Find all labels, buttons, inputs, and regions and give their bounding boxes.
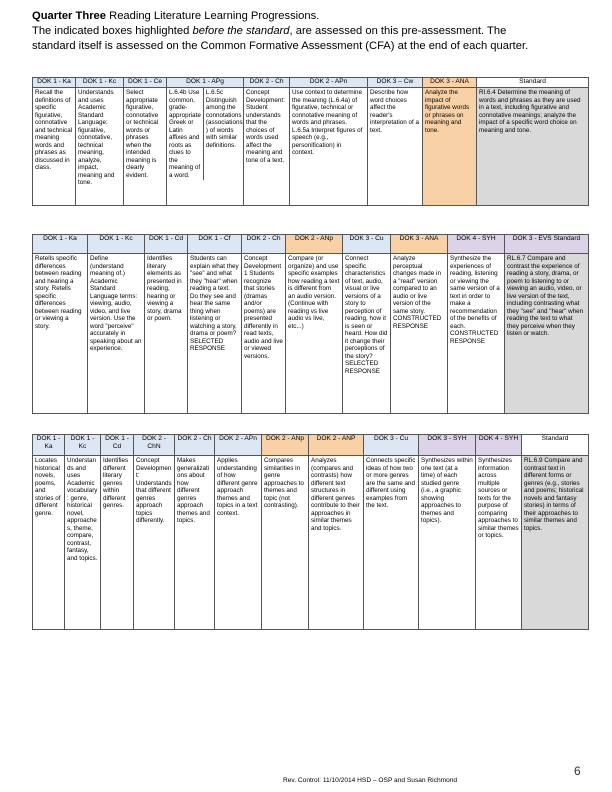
quarter-label: Quarter Three	[32, 10, 106, 22]
header-title: Reading Literature Learning Progressions.	[106, 10, 320, 22]
table-cell: Select appropriate figurative, connotative or technical words or phrases when the intended meaning is clearly evident.	[124, 88, 167, 206]
table-cell: L.6.5c Distinguish among the connotations (associations) of words with similar definitions.	[205, 89, 243, 149]
table-header-row	[33, 435, 589, 456]
header-cell: DOK 2 - ChN	[134, 435, 175, 456]
table-header-row	[33, 78, 589, 88]
table-cell: L.6.4b Use common, grade-appropriate Greek or Latin affixes and roots as clues to the meaning of a word.	[167, 88, 204, 180]
table-cell: Describe how word choices affect the reader's interpretation of a text.	[368, 88, 423, 206]
table-cell: Use context to determine the meaning (L.6.4a) of figurative, technical or connotative meaning of words and phrases. L.6.5a Interpret figures of speech (e.g., personification) in context.	[290, 88, 368, 206]
table-row	[33, 254, 589, 414]
table-cell: Makes generalizations about how different genres approach themes and topics.	[175, 456, 215, 630]
header-cell: DOK 4 - SYH	[476, 435, 522, 456]
table-cell: Applies understanding of how different genre approach themes and topics in a text context.	[215, 456, 262, 630]
table-cell: Analyzes (compares and contrasts) how different text structures in different genres contribute to their approaches in similar themes and topics.	[309, 456, 364, 630]
table-row	[33, 88, 589, 206]
table-cell: Retells specific differences between reading and hearing a story. Retells specific differences between reading or viewing a story.	[33, 254, 88, 414]
header-cell: DOK 1 - Cf	[188, 235, 242, 254]
header-cell: DOK 1 - APg	[167, 78, 244, 88]
header-cell: DOK 3 – Cw	[368, 78, 423, 88]
table-cell: Compare (or organize) and use specific examples how reading a text is different from an audio version. (Continue with reading vs live audio vs live, etc...)	[286, 254, 343, 414]
table-row	[33, 456, 589, 630]
progression-table-1	[32, 77, 589, 206]
table-cell: Concept Development: Understands that different genres approach topics differently.	[134, 456, 175, 630]
header-line-3: standard itself is assessed on the Common Formative Assessment (CFA) at the end of each quarter.	[32, 40, 529, 52]
table-header-row	[33, 235, 589, 254]
page-number: 6	[574, 764, 581, 778]
table-cell: Concept Development 1 Students recognize that stories (dramas and/or poems) are presented differently in read texts, audio and live or viewed versions.	[242, 254, 286, 414]
header-text-b: , are assessed on this pre-assessment. The	[289, 25, 507, 37]
header-cell: DOK 4 - SYH	[448, 235, 505, 254]
table-cell: Identifies different literary genres within different genres.	[101, 456, 134, 630]
header-cell: DOK 2 - APn	[215, 435, 262, 456]
header-line-2	[32, 24, 592, 39]
table-cell: Locates historical novels, poems, and stories of different genre.	[33, 456, 65, 630]
header-cell: Standard	[477, 78, 589, 88]
header-text-a: The indicated boxes highlighted	[32, 25, 193, 37]
table-cell: Recall the definitions of specific figurative, connotative and technical meaning words and phrases as discussed in class.	[33, 88, 76, 206]
header-cell: DOK 3 - SYH	[419, 435, 476, 456]
table-cell: Concept Development: Student understands that the choices of words used affect the meaning and tone of a text.	[244, 88, 290, 206]
table-cell: Connect specific characteristics of text, audio, visual or live versions of a story to perception of reading, how it is seen or heard. How did it change their perceptions of the story? SELECTED RESPONSE	[343, 254, 391, 414]
table-cell: Synthesizes information across multiple sources or texts for the purpose of comparing approaches to similar themes or topics.	[476, 456, 522, 630]
progression-table-2	[32, 234, 589, 414]
header-cell: DOK 2 - ANP	[309, 435, 364, 456]
header-cell: DOK 2 - Ch	[242, 235, 286, 254]
table-cell: Identifies literary elements as presented in reading, hearing or viewing a story, drama or poem.	[145, 254, 188, 414]
header-cell: DOK 1 - Cd	[145, 235, 188, 254]
table-cell: Define (understand meaning of.) Academic Standard Language terms: viewing, audio, video, and live version. Use the word "perceive" accurately in speaking about an experience.	[88, 254, 145, 414]
header-cell: DOK 1 - Ka	[33, 78, 76, 88]
header-cell: DOK 3 - Cu	[364, 435, 419, 456]
header-cell: DOK 3 - ANA	[391, 235, 448, 254]
header-cell: DOK 1 - Ka	[33, 235, 88, 254]
header-cell: DOK 3 - EVS Standard	[505, 235, 589, 254]
header-cell: DOK 3 - Cu	[343, 235, 391, 254]
header-line-1	[32, 9, 592, 24]
header-cell: DOK 3 - ANA	[423, 78, 477, 88]
header-cell: DOK 1 - Kc	[76, 78, 124, 88]
page-header	[32, 9, 592, 54]
table-cell: Students can explain what they "see" and what they "hear" when reading a text. Do they see and hear the same thing when listening or watching a story, drama or poem? SELECTED RESPONSE	[188, 254, 242, 414]
standard-cell: RL.6.7 Compare and contrast the experience of reading a story, drama, or poem to listening to or viewing an audio, video, or live version of the text, including contrasting what they "see" and "hear" when reading the text to what they perceive when they listen or watch.	[505, 254, 589, 414]
header-cell: DOK 2 - ANp	[262, 435, 309, 456]
table-cell: Compares similarities in genre approaches to themes and topic (not contrasting).	[262, 456, 309, 630]
table-cell: Synthesizes within one text (at a time) of each studied genre (i.e., a graphic showing approaches to themes and topics).	[419, 456, 476, 630]
header-cell: DOK 2 - Ch	[244, 78, 290, 88]
table-cell: Analyze the impact of figurative words or phrases on meaning and tone.	[423, 88, 477, 206]
header-cell: DOK 1 - Kc	[88, 235, 145, 254]
header-cell: DOK 1 - Cd	[101, 435, 134, 456]
header-cell: DOK 1 - Ka	[33, 435, 65, 456]
header-cell: DOK 2 - Ch	[175, 435, 215, 456]
header-emphasis: before the standard	[192, 25, 290, 37]
header-cell: DOK 1 - Ce	[124, 78, 167, 88]
table-cell: Connects specific ideas of how two or more genres are the same and different using examples from the text.	[364, 456, 419, 630]
header-cell: DOK 1 - Kc	[65, 435, 101, 456]
progression-table-3	[32, 434, 589, 630]
header-cell: DOK 2 - ANp	[286, 235, 343, 254]
standard-cell: RI.6.4 Determine the meaning of words and phrases as they are used in a text, including figurative and connotative meanings; analyze the impact of a specific word choice on meaning and tone.	[477, 88, 589, 206]
header-cell: Standard	[522, 435, 589, 456]
table-cell: Understands and uses Academic vocabulary: genre, historical novel, approaches, theme, compare, contrast, fantasy, and topics.	[65, 456, 101, 630]
header-cell: DOK 2 - APn	[290, 78, 368, 88]
standard-cell: RL.6.9 Compare and contrast text in different forms or genres (e.g., stories and poems; historical novels and fantasy stories) in terms of their approaches to similar themes and topics.	[522, 456, 589, 630]
table-cell-split	[167, 88, 244, 206]
footer-revision: Rev. Control: 11/10/2014 HSD – OSP and Susan Richmond	[283, 777, 458, 784]
table-cell: Understands and uses Academic Standard Language: figurative, connotative, technical meaning, analyze, impact, meaning and tone.	[76, 88, 124, 206]
table-cell: Analyze perceptual changes made in a "read" version compared to an audio or live version of the same story. CONSTRUCTED RESPONSE	[391, 254, 448, 414]
table-cell: Synthesize the experiences of reading, listening or viewing the same version of a text in order to make a recommendation of the benefits of each. CONSTRUCTED RESPONSE	[448, 254, 505, 414]
